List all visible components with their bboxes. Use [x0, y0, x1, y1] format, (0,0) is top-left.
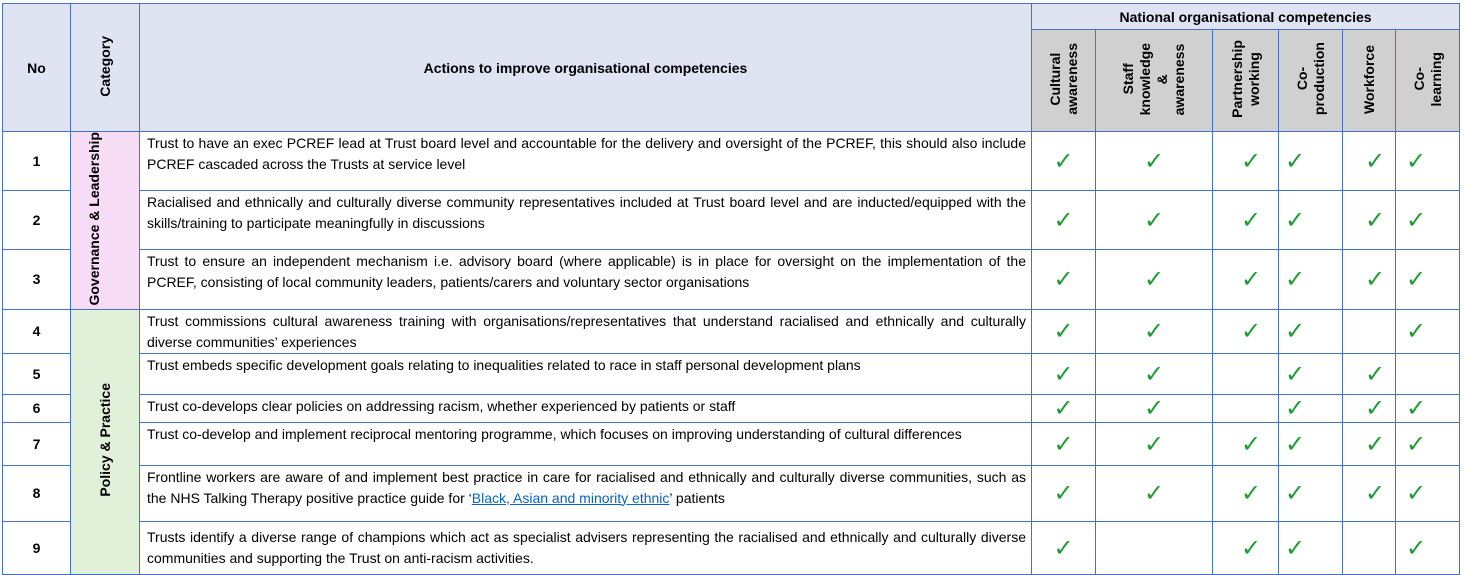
- competency-cell-cultural-awareness: [1032, 465, 1096, 521]
- competency-cell-staff-knowledge: [1096, 465, 1213, 521]
- check-icon: ✓: [1406, 429, 1427, 458]
- header-competency-line: awareness: [1171, 43, 1187, 115]
- header-category: [71, 4, 140, 132]
- competency-cell-co-learning: [1396, 394, 1460, 422]
- competency-cell-co-learning: [1396, 422, 1460, 465]
- header-category-label: Category: [96, 35, 113, 97]
- check-icon: ✓: [1365, 429, 1386, 458]
- check-icon: ✓: [1053, 359, 1074, 388]
- table-row: [3, 132, 1460, 191]
- header-competency-cultural-awareness: [1032, 30, 1096, 132]
- header-competency-line: Partnership: [1228, 40, 1245, 118]
- competency-cell-co-production: [1279, 353, 1343, 394]
- header-competency-partnership-working: [1213, 30, 1279, 132]
- check-icon: ✓: [1053, 429, 1074, 458]
- competency-cell-cultural-awareness: [1032, 353, 1096, 394]
- competency-cell-workforce: [1343, 191, 1396, 250]
- competency-cell-staff-knowledge: [1096, 422, 1213, 465]
- check-icon: ✓: [1406, 533, 1427, 562]
- category-label: Governance & Leadership: [86, 132, 102, 306]
- row-number: 7: [3, 422, 71, 465]
- check-icon: ✓: [1285, 265, 1306, 294]
- check-icon: ✓: [1143, 317, 1165, 346]
- header-competency-line: learning: [1427, 51, 1444, 107]
- competency-cell-workforce: [1343, 250, 1396, 309]
- competency-cell-cultural-awareness: [1032, 422, 1096, 465]
- competency-cell-co-production: [1279, 422, 1343, 465]
- check-icon: ✓: [1143, 359, 1165, 388]
- header-competency-label: [1411, 52, 1445, 106]
- row-number: 5: [3, 353, 71, 394]
- header-competency-line: &: [1154, 73, 1170, 85]
- competency-cell-partnership-working: [1213, 250, 1279, 309]
- competency-cell-workforce: [1343, 353, 1396, 394]
- competency-cell-staff-knowledge: [1096, 521, 1213, 574]
- competency-cell-co-production: [1279, 250, 1343, 309]
- competency-cell-staff-knowledge: [1096, 132, 1213, 191]
- check-icon: ✓: [1143, 147, 1165, 176]
- check-icon: ✓: [1143, 206, 1165, 235]
- row-number: 1: [3, 132, 71, 191]
- check-icon: ✓: [1406, 317, 1427, 346]
- competency-cell-co-learning: [1396, 521, 1460, 574]
- check-icon: ✓: [1365, 206, 1386, 235]
- check-icon: ✓: [1406, 265, 1427, 294]
- check-icon: ✓: [1053, 317, 1074, 346]
- header-competency-line: awareness: [1063, 43, 1080, 115]
- table-row: [3, 250, 1460, 309]
- check-icon: ✓: [1241, 265, 1262, 294]
- action-text: Trust commissions cultural awareness training with organisations/representatives that understand racialised and ethnically and culturally diverse communities’ experiences: [140, 309, 1032, 353]
- header-competency-workforce: [1343, 30, 1396, 132]
- competency-cell-staff-knowledge: [1096, 250, 1213, 309]
- check-icon: ✓: [1365, 394, 1386, 423]
- table-row: [3, 422, 1460, 465]
- action-text: Trust to ensure an independent mechanism i.e. advisory board (where applicable) is in place for oversight on the implementation of the PCREF, consisting of local community leaders, patients/carers and voluntary sector organisations: [140, 250, 1032, 309]
- competency-cell-co-learning: [1396, 353, 1460, 394]
- competency-cell-co-learning: [1396, 250, 1460, 309]
- check-icon: ✓: [1053, 533, 1074, 562]
- check-icon: ✓: [1053, 206, 1074, 235]
- check-icon: ✓: [1285, 317, 1306, 346]
- check-icon: ✓: [1285, 147, 1306, 176]
- competency-cell-workforce: [1343, 309, 1396, 353]
- row-number: 3: [3, 250, 71, 309]
- check-icon: ✓: [1406, 147, 1427, 176]
- competency-cell-staff-knowledge: [1096, 309, 1213, 353]
- competency-cell-co-production: [1279, 465, 1343, 521]
- check-icon: ✓: [1285, 206, 1306, 235]
- competency-cell-workforce: [1343, 521, 1396, 574]
- action-text: Trust embeds specific development goals relating to inequalities related to race in staff personal development plans: [140, 353, 1032, 394]
- competency-cell-cultural-awareness: [1032, 394, 1096, 422]
- category-policy: [71, 309, 140, 574]
- check-icon: ✓: [1241, 317, 1262, 346]
- header-competency-co-production: [1279, 30, 1343, 132]
- header-actions: Actions to improve organisational competencies: [140, 4, 1032, 132]
- check-icon: ✓: [1053, 394, 1074, 423]
- competency-cell-partnership-working: [1213, 191, 1279, 250]
- competency-cell-co-production: [1279, 191, 1343, 250]
- check-icon: ✓: [1241, 429, 1262, 458]
- competency-cell-workforce: [1343, 422, 1396, 465]
- header-competency-label: [1229, 40, 1263, 118]
- header-competency-line: knowledge: [1137, 42, 1153, 116]
- header-competency-line: Staff: [1120, 63, 1136, 95]
- competency-cell-staff-knowledge: [1096, 191, 1213, 250]
- check-icon: ✓: [1143, 394, 1165, 423]
- check-icon: ✓: [1285, 533, 1306, 562]
- row-number: 6: [3, 394, 71, 422]
- competency-cell-cultural-awareness: [1032, 250, 1096, 309]
- row-number: 4: [3, 309, 71, 353]
- competency-cell-partnership-working: [1213, 465, 1279, 521]
- competencies-table: [2, 3, 1460, 575]
- competency-cell-co-production: [1279, 394, 1343, 422]
- header-competency-label: [1047, 43, 1081, 115]
- action-text: Trust co-develops clear policies on addressing racism, whether experienced by patients or staff: [140, 394, 1032, 422]
- category-label: Policy & Practice: [97, 383, 113, 497]
- practice-guide-link[interactable]: Black, Asian and minority ethnic: [471, 489, 670, 506]
- table-row: [3, 465, 1460, 521]
- check-icon: ✓: [1241, 147, 1262, 176]
- check-icon: ✓: [1406, 394, 1427, 423]
- table-row: [3, 191, 1460, 250]
- header-competency-label: [1361, 45, 1378, 114]
- competency-cell-cultural-awareness: [1032, 309, 1096, 353]
- check-icon: ✓: [1406, 206, 1427, 235]
- check-icon: ✓: [1365, 479, 1386, 508]
- check-icon: ✓: [1365, 265, 1386, 294]
- check-icon: ✓: [1143, 479, 1165, 508]
- check-icon: ✓: [1285, 429, 1306, 458]
- competency-cell-partnership-working: [1213, 422, 1279, 465]
- competency-cell-co-learning: [1396, 191, 1460, 250]
- competency-cell-co-learning: [1396, 132, 1460, 191]
- row-number: 9: [3, 521, 71, 574]
- competency-cell-workforce: [1343, 132, 1396, 191]
- action-text: Racialised and ethnically and culturally diverse community representatives included at Trust board level and are inducted/equipped with the skills/training to participate meaningfully in discussions: [140, 191, 1032, 250]
- category-governance: [71, 132, 140, 310]
- competency-cell-cultural-awareness: [1032, 191, 1096, 250]
- action-text-part: ’ patients: [669, 489, 725, 506]
- competency-cell-partnership-working: [1213, 394, 1279, 422]
- header-competency-line: Co-: [1293, 67, 1310, 91]
- competency-cell-cultural-awareness: [1032, 521, 1096, 574]
- action-text-part: Frontline workers are aware of and implement best practice in care for racialised and ethnically and culturally diverse communities, such as the NHS Talking Therapy positive practice guide for ‘: [147, 468, 1026, 506]
- header-competency-line: Workforce: [1360, 44, 1377, 114]
- row-number: 2: [3, 191, 71, 250]
- header-competency-line: Cultural: [1046, 52, 1063, 106]
- check-icon: ✓: [1365, 147, 1386, 176]
- competency-cell-co-production: [1279, 132, 1343, 191]
- competency-cell-co-production: [1279, 309, 1343, 353]
- table-row: [3, 353, 1460, 394]
- check-icon: ✓: [1143, 429, 1165, 458]
- check-icon: ✓: [1241, 206, 1262, 235]
- competency-cell-partnership-working: [1213, 132, 1279, 191]
- action-text: [140, 465, 1032, 521]
- competency-cell-workforce: [1343, 465, 1396, 521]
- table-row: [3, 394, 1460, 422]
- check-icon: ✓: [1053, 479, 1074, 508]
- check-icon: ✓: [1241, 479, 1262, 508]
- table-row: [3, 521, 1460, 574]
- header-competency-label: [1294, 42, 1328, 115]
- header-competency-staff-knowledge: [1096, 30, 1213, 132]
- action-text: Trust co-develop and implement reciprocal mentoring programme, which focuses on improving understanding of cultural differences: [140, 422, 1032, 465]
- check-icon: ✓: [1053, 147, 1074, 176]
- competency-cell-staff-knowledge: [1096, 394, 1213, 422]
- check-icon: ✓: [1285, 394, 1306, 423]
- check-icon: ✓: [1365, 359, 1386, 388]
- check-icon: ✓: [1241, 533, 1262, 562]
- competency-cell-co-learning: [1396, 465, 1460, 521]
- check-icon: ✓: [1406, 479, 1427, 508]
- header-competency-label: [1120, 43, 1188, 115]
- check-icon: ✓: [1143, 265, 1165, 294]
- check-icon: ✓: [1285, 359, 1306, 388]
- header-competency-line: production: [1310, 42, 1327, 116]
- row-number: 8: [3, 465, 71, 521]
- competency-cell-workforce: [1343, 394, 1396, 422]
- competency-cell-co-production: [1279, 521, 1343, 574]
- header-competency-line: Co-: [1410, 67, 1427, 91]
- competency-cell-co-learning: [1396, 309, 1460, 353]
- table-row: [3, 309, 1460, 353]
- header-competency-line: working: [1245, 52, 1262, 106]
- check-icon: ✓: [1285, 479, 1306, 508]
- header-no: No: [3, 4, 71, 132]
- action-text: Trusts identify a diverse range of champions which act as specialist advisers representing the racialised and ethnically and culturally diverse communities and supporting the Trust on anti-racism activities.: [140, 521, 1032, 574]
- header-competency-co-learning: [1396, 30, 1460, 132]
- check-icon: ✓: [1053, 265, 1074, 294]
- competency-cell-cultural-awareness: [1032, 132, 1096, 191]
- competency-cell-partnership-working: [1213, 309, 1279, 353]
- competency-cell-partnership-working: [1213, 521, 1279, 574]
- competency-cell-partnership-working: [1213, 353, 1279, 394]
- header-competencies-group: National organisational competencies: [1032, 4, 1460, 30]
- competency-cell-staff-knowledge: [1096, 353, 1213, 394]
- action-text: Trust to have an exec PCREF lead at Trust board level and accountable for the delivery and oversight of the PCREF, this should also include PCREF cascaded across the Trusts at service level: [140, 132, 1032, 191]
